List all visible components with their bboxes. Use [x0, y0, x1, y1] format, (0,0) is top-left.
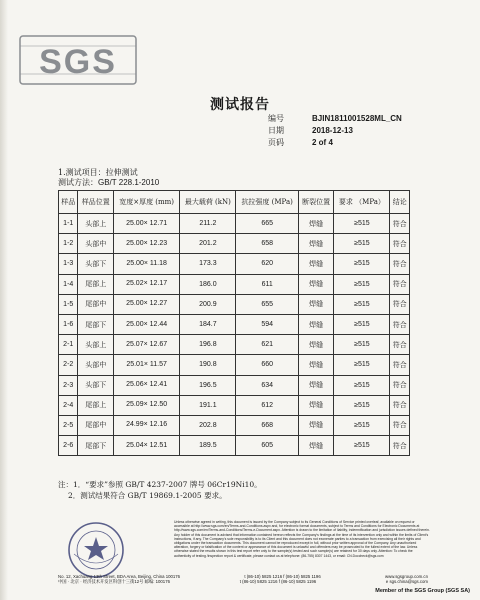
table-cell: 符合	[390, 254, 410, 274]
table-cell: 焊缝	[298, 294, 334, 314]
table-cell: 1-3	[59, 254, 78, 274]
table-cell: 焊缝	[298, 375, 334, 395]
terms-fine-print: Unless otherwise agreed in writing, this document is issued by the Company subject to its General Conditions of Service printed overleaf, available on request or accessible at http://www.sgs.com/en/Terms-and-Conditions.aspx and, for electronic format documents, subject to Terms and Conditions for Electronic Documents at http://www.sgs.com/en/Terms-and-Conditions/Terms-e-Document.aspx. Attention is drawn to the limitation of liability, indemnification and jurisdiction issues defined therein. Any holder of this document is advised that information contained hereon reflects the Company's findings at the time of its intervention only and within the limits of Client's instructions, if any. The Company's sole responsibility is to its Client and this document does not exonerate parties to a transaction from exercising all their rights and obligations under the transaction documents. This document cannot be reproduced except in full, without prior written approval of the Company. Any unauthorized alteration, forgery or falsification of the content or appearance of this document is unlawful and offenders may be prosecuted to the fullest extent of the law. Unless otherwise stated the results shown in this test report refer only to the sample(s) tested and such sample(s) are retained for 30 days only. Attention: To check the authenticity of testing /inspection report & certificate, please contact us at telephone: (86-755) 8307 1443, or email: CN.Doccheck@sgs.com	[174, 520, 430, 558]
table-cell: 头部上	[78, 214, 114, 234]
address-line-cn	[58, 579, 428, 584]
table-body	[59, 214, 410, 456]
table-cell: ≥515	[334, 254, 390, 274]
meta-row-date	[268, 125, 402, 137]
table-cell: 2-6	[59, 436, 78, 456]
table-cell: 196.5	[180, 375, 236, 395]
table-cell: 头部下	[78, 375, 114, 395]
table-cell: 201.2	[180, 234, 236, 254]
table-row	[59, 214, 410, 234]
table-notes	[58, 479, 262, 501]
tensile-results-table	[58, 190, 410, 456]
table-cell: ≥515	[334, 335, 390, 355]
test-method-label: 测试方法：	[58, 178, 98, 187]
table-row	[59, 355, 410, 375]
table-cell: 612	[236, 395, 298, 415]
table-cell: 634	[236, 375, 298, 395]
table-row	[59, 234, 410, 254]
meta-row-number	[268, 113, 402, 125]
table-cell: 焊缝	[298, 234, 334, 254]
table-cell: 190.8	[180, 355, 236, 375]
table-cell: 665	[236, 214, 298, 234]
table-cell: 尾部下	[78, 314, 114, 334]
table-cell: 符合	[390, 436, 410, 456]
table-cell: 焊缝	[298, 314, 334, 334]
table-cell: ≥515	[334, 415, 390, 435]
table-cell: 202.8	[180, 415, 236, 435]
table-cell: 1-5	[59, 294, 78, 314]
company-address	[58, 574, 428, 584]
table-cell: 184.7	[180, 314, 236, 334]
table-cell: 尾部中	[78, 294, 114, 314]
table-row	[59, 436, 410, 456]
table-cell: 2-3	[59, 375, 78, 395]
table-cell: ≥515	[334, 274, 390, 294]
table-cell: 头部中	[78, 355, 114, 375]
table-row	[59, 254, 410, 274]
sgs-member-note: Member of the SGS Group (SGS SA)	[375, 588, 470, 594]
table-cell: ≥515	[334, 294, 390, 314]
column-header: 断裂位置	[298, 191, 334, 214]
table-cell: 焊缝	[298, 335, 334, 355]
test-section-heading	[58, 168, 159, 188]
table-cell: 符合	[390, 274, 410, 294]
table-cell: 655	[236, 294, 298, 314]
table-cell: 25.04× 12.51	[113, 436, 179, 456]
report-meta	[268, 113, 402, 149]
table-cell: 2-2	[59, 355, 78, 375]
table-cell: 焊缝	[298, 436, 334, 456]
table-cell: 符合	[390, 234, 410, 254]
note-2: 2．测试结果符合 GB/T 19869.1-2005 要求。	[68, 491, 227, 500]
table-cell: ≥515	[334, 314, 390, 334]
table-cell: 25.01× 11.57	[113, 355, 179, 375]
table-cell: 符合	[390, 395, 410, 415]
table-cell: 焊缝	[298, 355, 334, 375]
footer-block	[58, 520, 428, 580]
table-row	[59, 294, 410, 314]
table-cell: 25.00× 12.71	[113, 214, 179, 234]
table-cell: 尾部上	[78, 395, 114, 415]
table-row	[59, 375, 410, 395]
table-cell: 620	[236, 254, 298, 274]
table-cell: 符合	[390, 335, 410, 355]
note-1: 注：1．“要求”参照 GB/T 4237-2007 牌号 06Cr19Ni10。	[58, 480, 262, 489]
table-cell: 25.00× 12.27	[113, 294, 179, 314]
table-cell: 668	[236, 415, 298, 435]
table-cell: 189.5	[180, 436, 236, 456]
table-cell: ≥515	[334, 436, 390, 456]
table-cell: 621	[236, 335, 298, 355]
table-cell: ≥515	[334, 395, 390, 415]
address-en: No. 12, Xachuang 13th Street, BDA Area, Beijing, China 100176	[58, 574, 181, 579]
table-header-row	[59, 191, 410, 214]
table-cell: 焊缝	[298, 274, 334, 294]
table-cell: 24.99× 12.16	[113, 415, 179, 435]
address-phone-en: t (86-10) 5825 1216 f (86-10) 5825 1196	[244, 574, 321, 579]
table-cell: 605	[236, 436, 298, 456]
table-cell: 头部上	[78, 335, 114, 355]
table-cell: 25.00× 11.18	[113, 254, 179, 274]
meta-label: 编号	[268, 114, 284, 123]
table-cell: 焊缝	[298, 415, 334, 435]
table-cell: 1-6	[59, 314, 78, 334]
table-cell: 25.07× 12.67	[113, 335, 179, 355]
table-cell: 符合	[390, 415, 410, 435]
column-header: 最大载荷 (kN)	[180, 191, 236, 214]
test-method-value: GB/T 228.1-2010	[98, 178, 160, 187]
column-header: 宽度×厚度 (mm)	[113, 191, 179, 214]
table-row	[59, 335, 410, 355]
table-cell: 符合	[390, 375, 410, 395]
test-item-label: 1.测试项目：拉伸测试	[58, 168, 138, 177]
table-cell: 尾部中	[78, 415, 114, 435]
column-header: 抗拉强度 (MPa)	[236, 191, 298, 214]
table-cell: 符合	[390, 214, 410, 234]
table-cell: 191.1	[180, 395, 236, 415]
table-cell: 2-5	[59, 415, 78, 435]
table-cell: 660	[236, 355, 298, 375]
table-row	[59, 415, 410, 435]
table-cell: ≥515	[334, 234, 390, 254]
table-cell: ≥515	[334, 214, 390, 234]
table-cell: ≥515	[334, 375, 390, 395]
table-cell: 焊缝	[298, 254, 334, 274]
report-title: 测试报告	[210, 97, 270, 113]
table-cell: 焊缝	[298, 214, 334, 234]
column-header: 结论	[390, 191, 410, 214]
test-method-line	[58, 178, 159, 188]
table-cell: ≥515	[334, 355, 390, 375]
table-cell: 25.00× 12.23	[113, 234, 179, 254]
table-row	[59, 314, 410, 334]
table-cell: 25.02× 12.17	[113, 274, 179, 294]
table-cell: 头部下	[78, 254, 114, 274]
table-cell: 25.06× 12.41	[113, 375, 179, 395]
table-cell: 211.2	[180, 214, 236, 234]
table-row	[59, 395, 410, 415]
table-cell: 196.8	[180, 335, 236, 355]
address-cn: 中国 · 北京 · 经济技术开发区科创十三街12号 邮编: 100176	[58, 579, 170, 585]
table-cell: 1-4	[59, 274, 78, 294]
address-phone-cn: t (86-10) 5825 1216 f (86-10) 5825 1196	[239, 579, 317, 585]
column-header: 样品	[59, 191, 78, 214]
meta-label: 日期	[268, 126, 284, 135]
table-cell: 符合	[390, 314, 410, 334]
table-cell: 611	[236, 274, 298, 294]
column-header: 样品位置	[78, 191, 114, 214]
meta-value: 2018-12-13	[312, 126, 353, 135]
table-cell: 25.09× 12.50	[113, 395, 179, 415]
table-cell: 173.3	[180, 254, 236, 274]
page-shadow-edge	[0, 0, 8, 600]
table-cell: 1-1	[59, 214, 78, 234]
table-cell: 尾部上	[78, 274, 114, 294]
inspection-seal-stamp	[66, 520, 126, 580]
table-cell: 2-4	[59, 395, 78, 415]
meta-row-page	[268, 137, 402, 149]
column-header: 要求 （MPa）	[334, 191, 390, 214]
meta-value: 2 of 4	[312, 138, 333, 147]
table-cell: 1-2	[59, 234, 78, 254]
table-cell: 658	[236, 234, 298, 254]
meta-label: 页码	[268, 138, 284, 147]
table-cell: 头部中	[78, 234, 114, 254]
table-cell: 焊缝	[298, 395, 334, 415]
table-cell: 25.00× 12.44	[113, 314, 179, 334]
table-cell: 200.9	[180, 294, 236, 314]
table-cell: 符合	[390, 355, 410, 375]
address-mail: e sgs.china@sgs.com	[385, 579, 428, 585]
svg-text:SGS: SGS	[39, 43, 117, 81]
address-web: www.sgsgroup.com.cn	[384, 574, 428, 579]
meta-value: BJIN1811001528ML_CN	[312, 114, 402, 123]
table-row	[59, 274, 410, 294]
table-cell: 594	[236, 314, 298, 334]
sgs-logo	[18, 32, 138, 88]
table-cell: 186.0	[180, 274, 236, 294]
table-cell: 符合	[390, 294, 410, 314]
table-cell: 2-1	[59, 335, 78, 355]
table-cell: 尾部下	[78, 436, 114, 456]
